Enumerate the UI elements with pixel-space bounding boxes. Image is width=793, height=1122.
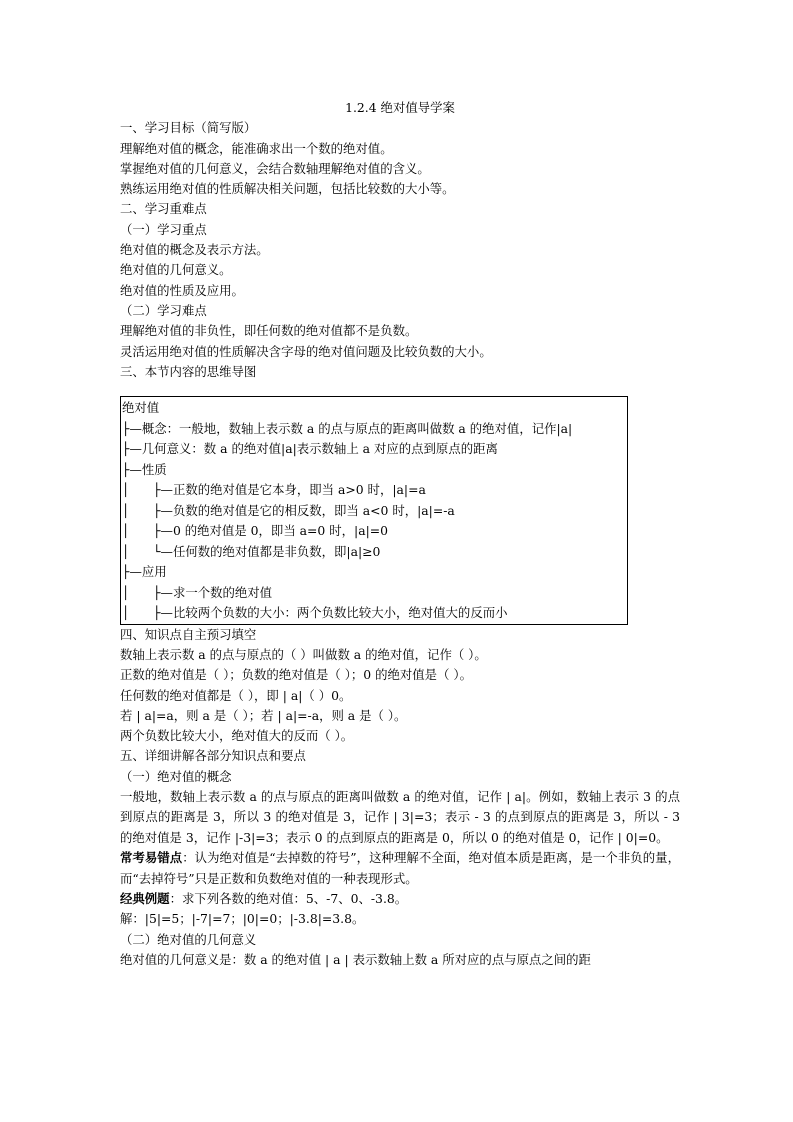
mindmap-line: │ ├—比较两个负数的大小：两个负数比较大小，绝对值大的反而小 — [122, 605, 508, 621]
focus-item: 绝对值的性质及应用。 — [120, 282, 244, 298]
common-mistake-text: ：认为绝对值是“去掉数的符号”，这种理解不全面，绝对值本质是距离，是一个非负的量，而“去掉符号”只是正数和负数绝对值的一种表现形式。 — [120, 850, 681, 886]
subheading-difficulty: （二）学习难点 — [120, 302, 207, 318]
objective-item: 掌握绝对值的几何意义，会结合数轴理解绝对值的含义。 — [120, 160, 430, 176]
fill-blank-item: 任何数的绝对值都是（ ），即 | a|（ ）0。 — [120, 687, 352, 703]
subheading-focus: （一）学习重点 — [120, 221, 207, 237]
mindmap-line: 绝对值 — [122, 400, 160, 416]
mindmap-box — [120, 396, 628, 625]
fill-blank-item: 数轴上表示数 a 的点与原点的（ ）叫做数 a 的绝对值，记作（ ）。 — [120, 646, 487, 662]
example-label: 经典例题 — [120, 891, 170, 907]
mindmap-line: │ ├—求一个数的绝对值 — [122, 584, 273, 600]
section-heading-explanation: 五、详细讲解各部分知识点和要点 — [120, 748, 306, 764]
difficulty-item: 理解绝对值的非负性，即任何数的绝对值都不是负数。 — [120, 323, 418, 339]
mindmap-line: ├—几何意义：数 a 的绝对值|a|表示数轴上 a 对应的点到原点的距离 — [122, 441, 498, 457]
example-text: ：求下列各数的绝对值：5、-7、0、-3.8。 — [169, 891, 408, 907]
section-heading-objectives: 一、学习目标（简写版） — [120, 120, 257, 136]
objective-item: 熟练运用绝对值的性质解决相关问题，包括比较数的大小等。 — [120, 181, 455, 197]
document-page — [120, 98, 680, 970]
mindmap-line: │ ├—正数的绝对值是它本身，即当 a>0 时，|a|=a — [122, 482, 426, 498]
fill-blank-item: 两个负数比较大小，绝对值大的反而（ ）。 — [120, 728, 354, 744]
mindmap-line: │ ├—负数的绝对值是它的相反数，即当 a<0 时，|a|=-a — [122, 502, 455, 518]
section-heading-mindmap: 三、本节内容的思维导图 — [120, 363, 257, 379]
mindmap-line: ├—概念：一般地，数轴上表示数 a 的点与原点的距离叫做数 a 的绝对值，记作|a| — [122, 420, 573, 436]
common-mistake-label: 常考易错点 — [120, 850, 183, 866]
mindmap-line: ├—性质 — [122, 461, 167, 477]
concept-paragraph: 一般地，数轴上表示数 a 的点与原点的距离叫做数 a 的绝对值，记作 | a|。例如，数轴上表示 3 的点到原点的距离是 3，所以 3 的绝对值是 3，记作 | 3|=3；表示 - 3 的点到原点的距离是 3，所以 - 3 的绝对值是 3，记作 |-3|=3；表示 0 的点到原点的距离是 0，所以 0 的绝对值是 0，记作 | 0|=0。 — [120, 789, 680, 845]
mindmap-line: │ └—任何数的绝对值都是非负数，即|a|≥0 — [122, 543, 381, 559]
mindmap-line: ├—应用 — [122, 564, 167, 580]
common-mistake-paragraph — [120, 848, 680, 889]
example-paragraph — [120, 889, 680, 909]
subheading-concept: （一）绝对值的概念 — [120, 768, 232, 784]
subheading-geometric-meaning: （二）绝对值的几何意义 — [120, 931, 257, 947]
geometric-meaning-paragraph: 绝对值的几何意义是：数 a 的绝对值 | a | 表示数轴上数 a 所对应的点与原点之间的距 — [120, 952, 591, 968]
focus-item: 绝对值的概念及表示方法。 — [120, 242, 269, 258]
mindmap-line: │ ├—0 的绝对值是 0，即当 a=0 时，|a|=0 — [122, 523, 389, 539]
focus-item: 绝对值的几何意义。 — [120, 262, 232, 278]
objective-item: 理解绝对值的概念，能准确求出一个数的绝对值。 — [120, 140, 393, 156]
doc-title: 1.2.4 绝对值导学案 — [345, 100, 455, 115]
section-heading-key-points: 二、学习重难点 — [120, 201, 207, 217]
section-heading-preview: 四、知识点自主预习填空 — [120, 626, 257, 642]
fill-blank-item: 若 | a|=a，则 a 是（ ）；若 | a|=-a，则 a 是（ ）。 — [120, 707, 407, 723]
fill-blank-item: 正数的绝对值是（ ）；负数的绝对值是（ ）；0 的绝对值是（ ）。 — [120, 667, 472, 683]
difficulty-item: 灵活运用绝对值的性质解决含字母的绝对值问题及比较负数的大小。 — [120, 343, 492, 359]
solution-line: 解：|5|=5；|-7|=7；|0|=0；|-3.8|=3.8。 — [120, 911, 365, 927]
